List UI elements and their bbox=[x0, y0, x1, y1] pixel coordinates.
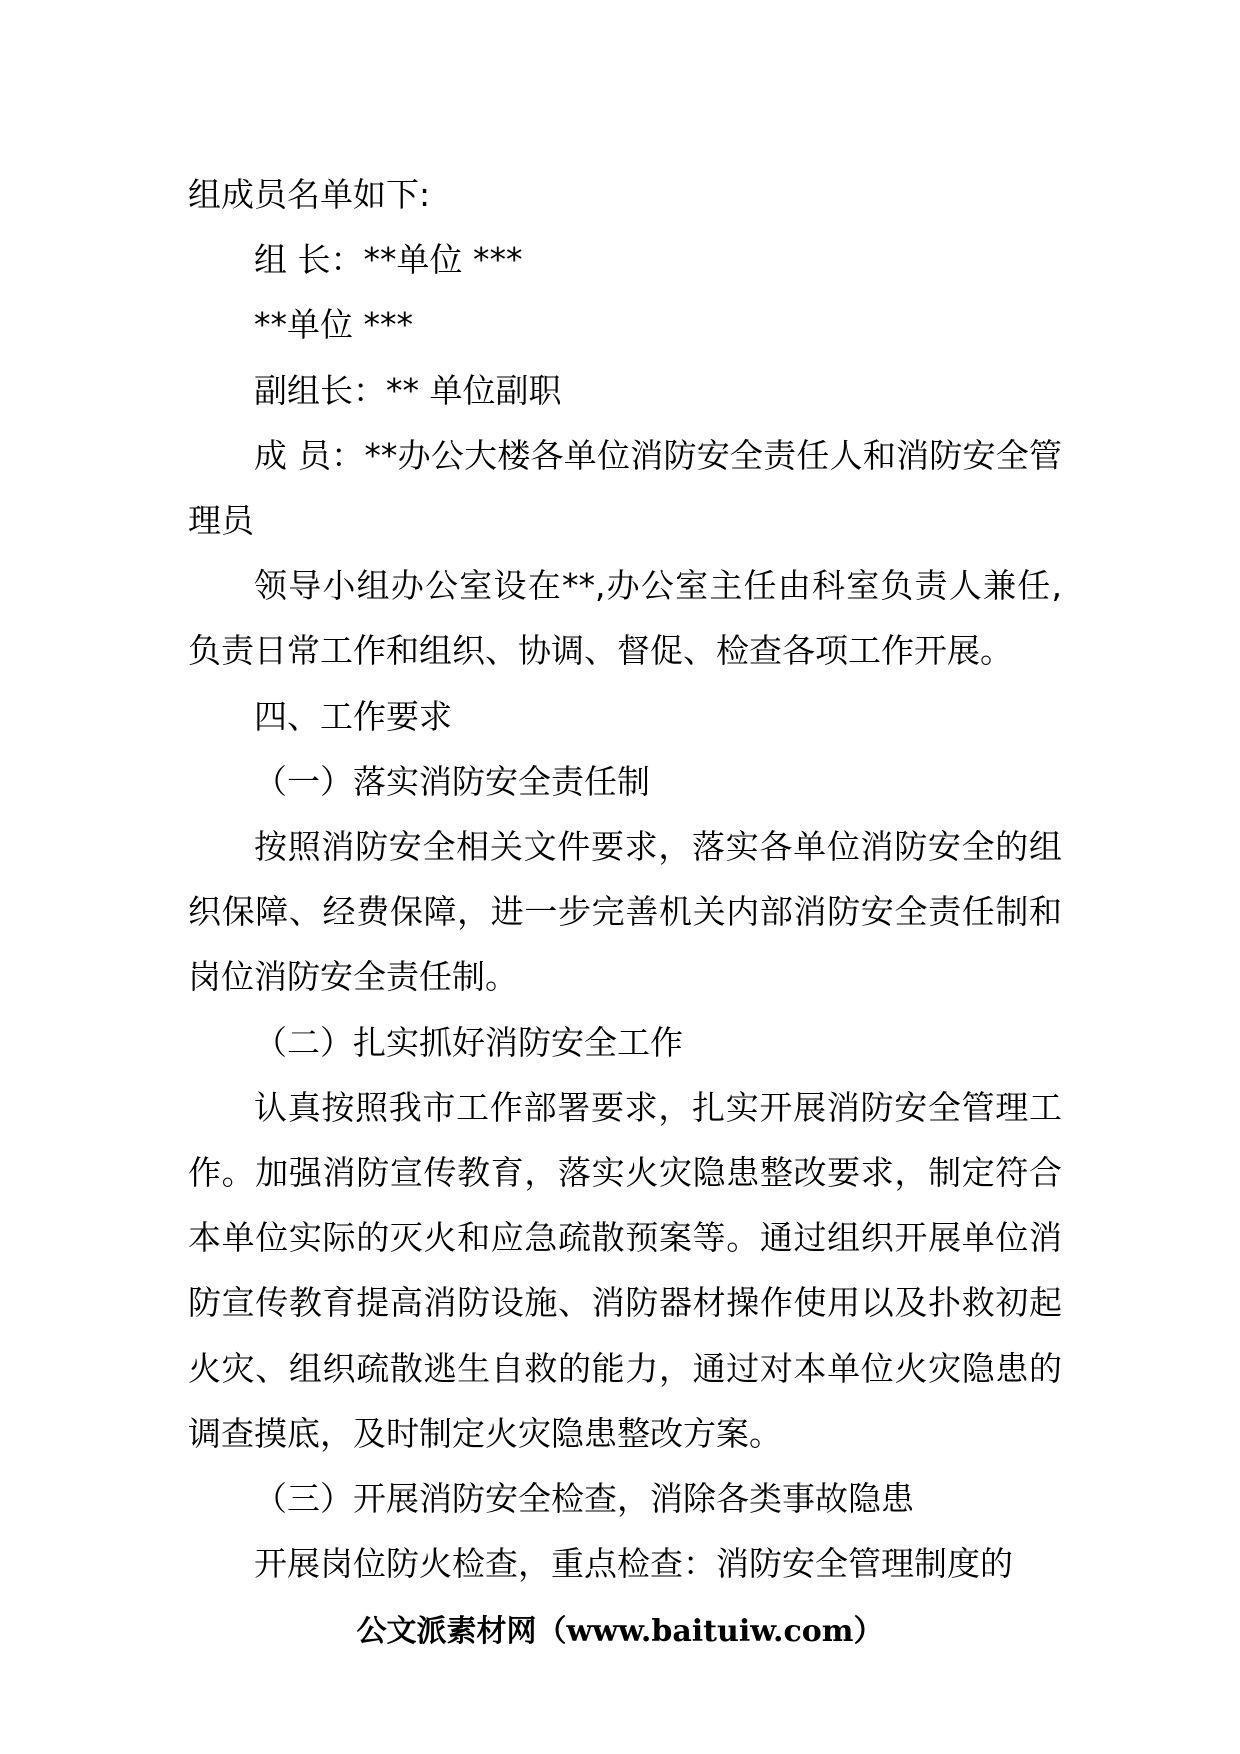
paragraph-office-setup: 领导小组办公室设在**,办公室主任由科室负责人兼任,负责日常工作和组织、协调、督促、检查各项工作开展。 bbox=[188, 566, 1062, 671]
paragraph-group-leader: 组 长：**单位 *** bbox=[254, 240, 523, 280]
section-heading-work-requirements: 四、工作要求 bbox=[254, 696, 452, 736]
subheading-fire-safety-work: （二）扎实抓好消防安全工作 bbox=[254, 1022, 683, 1062]
paragraph-safety-inspection: 开展岗位防火检查，重点检查：消防安全管理制度的 bbox=[254, 1544, 1013, 1584]
paragraph-member-list-intro: 组成员名单如下: bbox=[188, 175, 431, 214]
footer-watermark-text: 公文派素材网（www.baituiw.com） bbox=[356, 1614, 884, 1649]
subheading-safety-inspection: （三）开展消防安全检查，消除各类事故隐患 bbox=[254, 1479, 914, 1519]
paragraph-group-leader-2: **单位 *** bbox=[254, 305, 413, 345]
paragraph-deputy-leader: 副组长：** 单位副职 bbox=[254, 370, 562, 410]
paragraph-fire-safety-work: 认真按照我市工作部署要求，扎实开展消防安全管理工作。加强消防宣传教育，落实火灾隐患整改要求，制定符合本单位实际的灭火和应急疏散预案等。通过组织开展单位消防宣传教育提高消防设施、消防器材操作使用以及扑救初起火灾、组织疏散逃生自救的能力，通过对本单位火灾隐患的调查摸底，及时制定火灾隐患整改方案。 bbox=[188, 1087, 1062, 1453]
paragraph-members: 成 员：**办公大楼各单位消防安全责任人和消防安全管理员 bbox=[188, 435, 1062, 541]
document-body bbox=[188, 162, 1062, 1596]
subheading-responsibility-system: （一）落实消防安全责任制 bbox=[254, 761, 650, 801]
paragraph-responsibility-system: 按照消防安全相关文件要求，落实各单位消防安全的组织保障、经费保障，进一步完善机关内部消防安全责任制和岗位消防安全责任制。 bbox=[188, 827, 1062, 997]
